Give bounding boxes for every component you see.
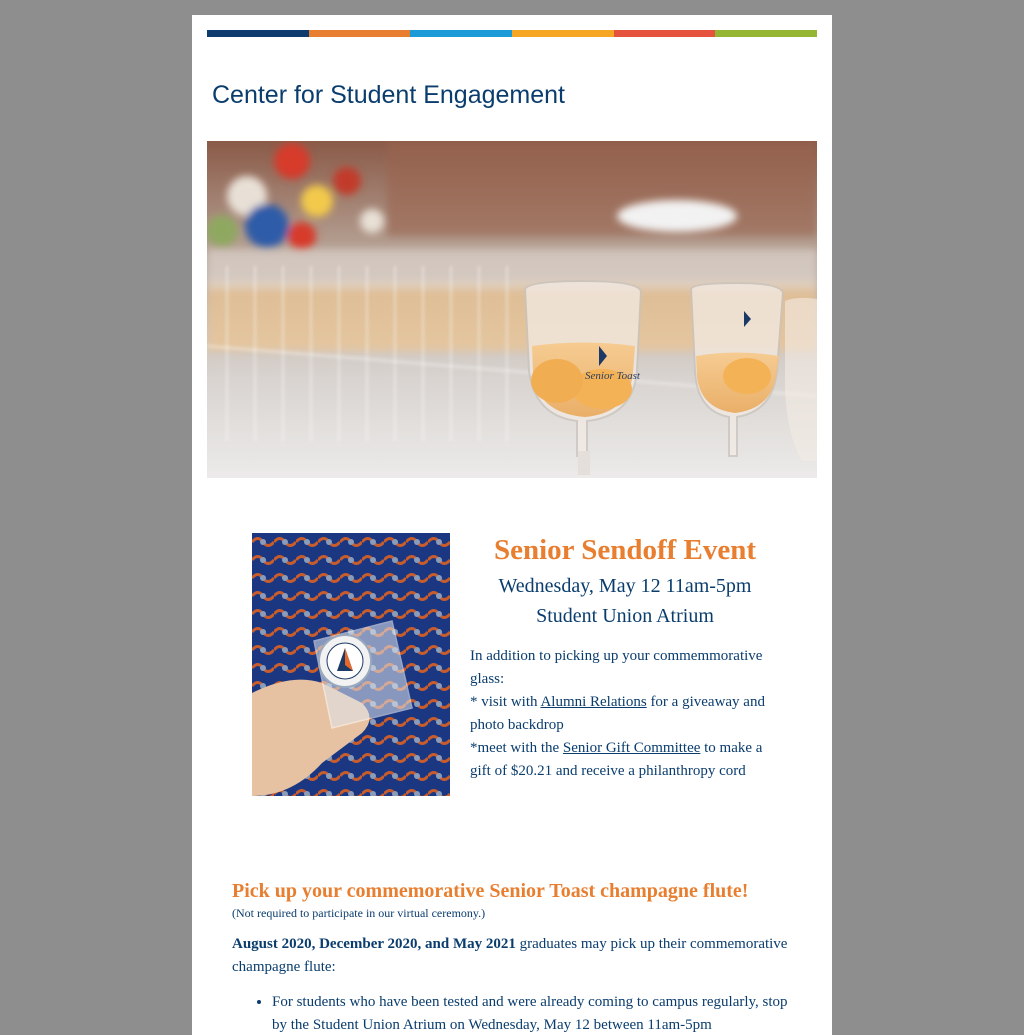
- stripe-navy: [207, 30, 309, 37]
- alumni-relations-link[interactable]: Alumni Relations: [540, 694, 647, 710]
- stripe-green: [715, 30, 817, 37]
- pickup-note: (Not required to participate in our virtual ceremony.): [232, 906, 486, 920]
- event-date: Wednesday, May 12 11am-5pm: [498, 575, 752, 597]
- color-stripe-bar: [207, 30, 817, 37]
- event-location: Student Union Atrium: [536, 605, 714, 627]
- event-details: [470, 645, 780, 783]
- detail-line-2-prefix: *meet with the: [470, 740, 563, 756]
- list-item: • For students who have been tested and were already coming to campus regularly, stop by the Student Union Atrium on Wednesday, May 12 between 11am-5pm: [272, 991, 792, 1035]
- pickup-list: [232, 991, 792, 1035]
- stripe-red: [614, 30, 716, 37]
- stripe-yellow: [512, 30, 614, 37]
- graduates-bold: August 2020, December 2020, and May 2021: [232, 936, 516, 952]
- stripe-orange: [309, 30, 411, 37]
- event-section: [470, 533, 780, 783]
- senior-gift-committee-link[interactable]: Senior Gift Committee: [562, 740, 701, 756]
- pickup-heading: Pick up your commemorative Senior Toast champagne flute!: [232, 880, 749, 902]
- event-title: Senior Sendoff Event: [493, 534, 757, 566]
- email-card: [192, 15, 832, 1035]
- event-intro: In addition to picking up your commemmorative glass:: [470, 648, 763, 687]
- thumbnail-image-alumni-pin: [252, 533, 450, 796]
- pickup-section: [232, 879, 792, 1035]
- graduates-text: [232, 933, 792, 979]
- graduates-rest: graduates may pick up their commemorative champagne flute:: [232, 936, 788, 975]
- detail-line-1-suffix: for a giveaway and photo backdrop: [470, 694, 765, 733]
- header-title: Center for Student Engagement: [212, 81, 566, 109]
- detail-line-2-suffix: to make a gift of $20.21 and receive a philanthropy cord: [470, 740, 763, 779]
- stripe-blue: [410, 30, 512, 37]
- hero-image-champagne-flutes: [207, 141, 817, 478]
- svg-text:Senior Toast: Senior Toast: [585, 370, 640, 382]
- detail-line-1-prefix: * visit with: [470, 694, 541, 710]
